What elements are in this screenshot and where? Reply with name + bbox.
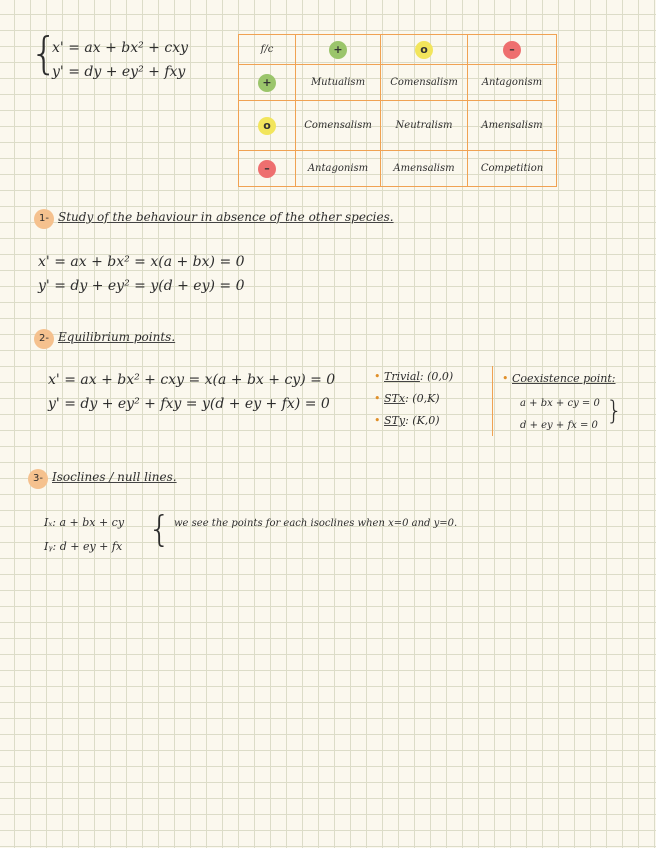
section-3-heading	[28, 466, 177, 489]
sty-label: STy	[384, 414, 406, 427]
section-1-heading	[34, 206, 394, 229]
coexistence-brace: }	[606, 396, 623, 426]
trivial-label: Trivial	[384, 370, 420, 383]
table-cell: Neutralism	[381, 101, 468, 151]
sty-point: • STy: (K,0)	[374, 414, 440, 427]
col-header-plus	[296, 35, 381, 65]
section-number: 3-	[28, 469, 48, 489]
stx-point: • STx: (0,K)	[374, 392, 440, 405]
section-2-eq-y: y' = dy + ey² + fxy = y(d + ey + fx) = 0	[48, 396, 330, 412]
section-2-eq-x: x' = ax + bx² + cxy = x(a + bx + cy) = 0	[48, 372, 336, 388]
row-header-plus	[239, 65, 296, 101]
section-1-eq-y: y' = dy + ey² = y(d + ey) = 0	[38, 278, 245, 294]
minus-symbol: –	[503, 41, 521, 59]
isocline-brace: {	[148, 509, 171, 550]
zero-symbol: o	[415, 41, 433, 59]
col-header-minus	[468, 35, 557, 65]
table-corner: f/c	[239, 35, 296, 65]
system-equation-x: x' = ax + bx² + cxy	[52, 40, 188, 56]
table-cell: Mutualism	[296, 65, 381, 101]
col-header-zero	[381, 35, 468, 65]
section-title: Isoclines / null lines.	[52, 470, 177, 484]
coexistence-label: • Coexistence point:	[502, 372, 616, 385]
minus-symbol: –	[258, 160, 276, 178]
system-brace: {	[30, 28, 58, 79]
table-cell: Amensalism	[381, 151, 468, 187]
plus-symbol: +	[258, 74, 276, 92]
table-cell: Antagonism	[468, 65, 557, 101]
sty-value: : (K,0)	[405, 414, 440, 427]
plus-symbol: +	[329, 41, 347, 59]
row-header-zero	[239, 101, 296, 151]
table-cell: Comensalism	[381, 65, 468, 101]
stx-label: STx	[384, 392, 406, 405]
trivial-value: : (0,0)	[419, 370, 454, 383]
section-1-eq-x: x' = ax + bx² = x(a + bx) = 0	[38, 254, 245, 270]
zero-symbol: o	[258, 117, 276, 135]
section-title: Equilibrium points.	[58, 330, 176, 344]
isocline-note: we see the points for each isoclines when x=0 and y=0.	[174, 518, 458, 529]
section-2-heading	[34, 326, 175, 349]
coexistence-eq-1: a + bx + cy = 0	[520, 398, 600, 409]
isocline-x: Iₓ: a + bx + cy	[44, 516, 125, 529]
system-equation-y: y' = dy + ey² + fxy	[52, 64, 186, 80]
section-title: Study of the behaviour in absence of the other species.	[58, 210, 394, 224]
table-cell: Competition	[468, 151, 557, 187]
divider-line	[492, 366, 493, 436]
coexistence-eq-2: d + ey + fx = 0	[520, 420, 598, 431]
row-header-minus	[239, 151, 296, 187]
section-number: 1-	[34, 209, 54, 229]
interaction-table	[238, 34, 557, 187]
table-cell: Comensalism	[296, 101, 381, 151]
table-cell: Amensalism	[468, 101, 557, 151]
trivial-point: • Trivial: (0,0)	[374, 370, 454, 383]
section-number: 2-	[34, 329, 54, 349]
coexistence-title: Coexistence point:	[512, 372, 616, 385]
stx-value: : (0,K)	[405, 392, 440, 405]
isocline-y: Iᵧ: d + ey + fx	[44, 540, 123, 553]
table-cell: Antagonism	[296, 151, 381, 187]
